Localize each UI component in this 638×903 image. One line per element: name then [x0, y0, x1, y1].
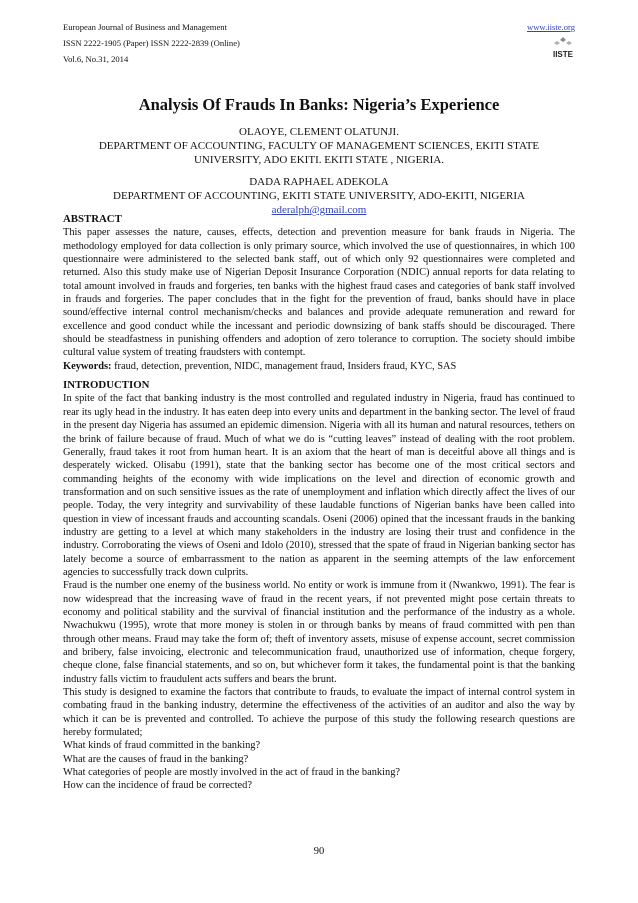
author2-affiliation: DEPARTMENT OF ACCOUNTING, EKITI STATE UNIVERSITY, ADO-EKITI, NIGERIA	[113, 190, 525, 202]
author2-email-link[interactable]: aderalph@gmail.com	[271, 204, 367, 216]
running-header	[63, 19, 575, 67]
iiste-logo-icon	[551, 36, 575, 60]
author2-block	[0, 175, 638, 217]
journal-url-link[interactable]: www.iiste.org	[527, 22, 575, 32]
issn-line: ISSN 2222-1905 (Paper) ISSN 2222-2839 (Online)	[63, 38, 240, 48]
paper-title: Analysis Of Frauds In Banks: Nigeria’s Experience	[138, 95, 500, 114]
author1-affiliation-line2: UNIVERSITY, ADO EKITI. EKITI STATE , NIGERIA.	[193, 154, 445, 166]
research-question: What categories of people are mostly involved in the act of fraud in the banking?	[63, 767, 401, 779]
abstract-heading: ABSTRACT	[63, 213, 122, 225]
intro-paragraph-2: Fraud is the number one enemy of the business world. No entity or work is immune from it (Nwankwo, 1991). The fear is now widespread that the increasing wave of fraud in the recent years, if not prevented might pose certain threats to economy and political stability and the survival of financial institution and the performance of the industry as a whole. Nwachukwu (1995), wrote that more money is stolen in or through banks by means of fraud committed with pen than through other means. Fraud may take the form of; theft of inventory assets, misuse of expense account, secret commission and bribery, false invoicing, electronic and telecommunication fraud, unauthorized use of information, cheque forgery, cheque clone, false financial statements, and so on, but whichever form it takes, the fundamental point is that the banking industry falls victim to fraudulent acts suffers and bears the brunt.	[63, 580, 575, 685]
main-body	[63, 213, 575, 793]
research-question: How can the incidence of fraud be corrected?	[63, 780, 252, 792]
introduction-heading: INTRODUCTION	[63, 379, 150, 392]
journal-name: European Journal of Business and Management	[63, 22, 227, 32]
author1-affiliation-line1: DEPARTMENT OF ACCOUNTING, FACULTY OF MANAGEMENT SCIENCES, EKITI STATE	[98, 140, 540, 152]
research-question: What kinds of fraud committed in the banking?	[63, 740, 261, 752]
keywords-label: Keywords:	[63, 360, 112, 372]
page-number: 90	[313, 846, 325, 857]
abstract-text: This paper assesses the nature, causes, effects, detection and prevention measure for bank frauds in Nigeria. The methodology employed for data collection is only primary source, which involved the use of questionnaires, in which 100 questionnaire were administered to the selected bank staff, out of which only 92 questionnaires were completed and returned. Also this study make use of Nigerian Deposit Insurance Corporation (NDIC) annual reports for data relating to total amount involved in frauds and forgeries, ten banks with the highest fraud cases and categories of bank staff involved in frauds and forgeries. The paper concludes that in the fight for the prevention of fraud, banks should have in place sound/effective internal control mechanism/checks and balances and provide adequate remuneration and reward for excellence and good conduct while the incessant and periodic downsizing of bank staffs should be discouraged. There should be steadfastness in punishing offenders and adoption of zero tolerance to corruption. The society should imbibe cultural value system of treating fraudsters with contempt.	[63, 227, 575, 359]
research-question: What are the causes of fraud in the banking?	[63, 753, 249, 765]
author1-name: OLAOYE, CLEMENT OLATUNJI.	[239, 126, 399, 138]
svg-text:IISTE: IISTE	[552, 50, 574, 59]
volume-line: Vol.6, No.31, 2014	[63, 54, 129, 64]
author1-block	[0, 125, 638, 167]
keywords-list: fraud, detection, prevention, NIDC, management fraud, Insiders fraud, KYC, SAS	[111, 360, 457, 372]
intro-paragraph-1: In spite of the fact that banking industry is the most controlled and regulated industry in Nigeria, fraud has continued to rear its ugly head in the industry. It has eaten deep into every units and department in the banking sector. The level of fraud in the present day Nigeria has assumed an epidemic dimension. Nigeria with all its human and natural resources, tethers on the brink of failure because of fraud. Much of what we do is “cutting leaves” instead of dealing with the root problem. Generally, fraud takes it root from human heart. It is an axiom that the heart of man is deceitful above all things and is desperately wicked. Olisabu (1991), state that the banking sector has become one of the most critical sectors and commanding heights of the economy with wide implications on the level and direction of economic growth and transformation and on such sensitive issues as the rate of unemployment and inflation which directly affect the lives of our people. Today, the very integrity and survivability of these laudable functions of Nigerian banks have been called into question in view of incessant frauds and accounting scandals. Oseni (2006) opined that the incessant frauds in the banking industry are getting to a level at which many stakeholders in the industry are losing their trust and confidence in the industry. Corroborating the views of Oseni and Idolo (2010), stressed that the spate of fraud in Nigerian banking sector has lately become a source of embarrassment to the nation as apparent in the seeming attempts of the law enforcement agencies to successfully track down culprits.	[63, 393, 575, 578]
keywords-line	[63, 360, 575, 373]
author2-name: DADA RAPHAEL ADEKOLA	[249, 176, 389, 188]
intro-paragraph-3: This study is designed to examine the factors that contribute to frauds, to evaluate the impact of internal control system in combating fraud in the banking industry, determine the effectiveness of the activities of an auditor and also the way by which it can be is prevented and controlled. To achieve the purpose of this study the following research questions are hereby formulated;	[63, 687, 575, 739]
